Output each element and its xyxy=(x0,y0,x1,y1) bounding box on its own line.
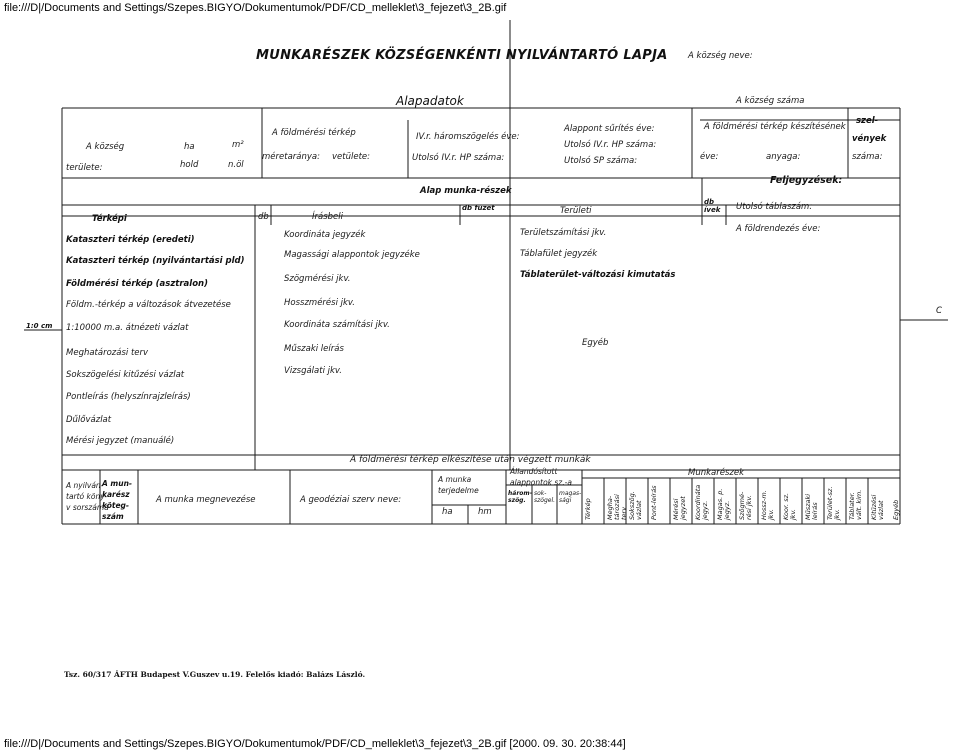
munkareszek-column-label: Térkép xyxy=(584,498,592,520)
szelvenyek-label-1: szel- xyxy=(856,116,879,126)
footer-url: file:///D|/Documents and Settings/Szepes.BIGYO/Dokumentumok/PDF/CD_melleklet\3_fejezet\3_2B.gif [2000. 09. 30. 20:38:44] xyxy=(4,738,626,750)
ha-label: ha xyxy=(184,142,195,152)
terkepi-item: Földm.-térkép a változások átvezetése xyxy=(66,300,231,310)
margin-left-mark: 1:0 cm xyxy=(26,322,53,330)
koteg-col-line: köteg- xyxy=(102,501,130,510)
kozseg-neve-label: A község neve: xyxy=(688,51,753,61)
eve-label: éve: xyxy=(700,152,719,162)
munkareszek-column-label: Hossz-m. jkv. xyxy=(760,490,775,520)
munkareszek-column-label: Műszaki leírás xyxy=(804,493,819,520)
terkepi-db-header: db xyxy=(258,212,269,222)
negyszogol-label: n.öl xyxy=(228,160,244,170)
alap-munkareszek-label: Alap munka-részek xyxy=(420,186,512,196)
alappont-surites-label: Alappont sűrítés éve: xyxy=(564,124,655,134)
nyilv-col-line: A nyilván- xyxy=(66,481,104,490)
munkareszek-column-label: Koor. sz. jkv. xyxy=(782,492,797,520)
margin-right-mark: C xyxy=(936,306,942,316)
szelvenyek-label-2: vények xyxy=(852,134,887,144)
irasbeli-item: Koordináta jegyzék xyxy=(284,230,366,240)
meretaranya-label: méretaránya: xyxy=(262,152,320,162)
munkareszek-header: Munkarészek xyxy=(688,468,745,478)
irasbeli-item: Hosszmérési jkv. xyxy=(284,298,355,308)
nyilv-col-line: tartó köny- xyxy=(66,492,108,501)
munkareszek-column-label: Egyéb xyxy=(892,499,900,520)
vetulete-label: vetülete: xyxy=(332,152,370,162)
munkareszek-column-label: Táblater. vált. kim. xyxy=(848,489,863,520)
allandositott-col-line: alappontok sz.-a xyxy=(510,478,572,487)
allandositott-header xyxy=(510,466,572,488)
terkepi-item: Pontleírás (helyszínrajzleírás) xyxy=(66,392,191,402)
terkepi-item: Dűlővázlat xyxy=(66,415,112,425)
utolso-sp-label: Utolsó SP száma: xyxy=(564,156,638,166)
utolso-ivr-hp-label: Utolsó IV.r. HP száma: xyxy=(412,153,505,163)
munkareszek-column-label: Magas. p. jegyz. xyxy=(716,488,731,520)
terkepi-item: Sokszögelési kitűzési vázlat xyxy=(66,370,185,380)
utolso-tablaszam-label: Utolsó táblaszám: xyxy=(736,202,813,212)
koteg-col-line: szám xyxy=(102,512,124,521)
irasbeli-item: Műszaki leírás xyxy=(284,344,344,354)
alapadatok-heading: Alapadatok xyxy=(396,94,464,108)
koteg-col-line: A mun- xyxy=(102,479,133,488)
munkareszek-column-label: Koordináta jegyz. xyxy=(694,484,709,520)
koteg-col-line: karész xyxy=(102,490,130,499)
terkepi-item: Mérési jegyzet (manuálé) xyxy=(66,436,175,446)
kozseg-terulete-label-2: területe: xyxy=(66,163,103,173)
form-title: MUNKARÉSZEK KÖZSÉGENKÉNTI NYILVÁNTARTÓ LAPJA xyxy=(256,48,668,63)
header-url: file:///D|/Documents and Settings/Szepes.BIGYO/Dokumentumok/PDF/CD_melleklet\3_fejezet\3_2B.gif xyxy=(4,2,507,14)
nyilv-col-line: v sorszáma xyxy=(66,503,109,512)
munka-megnevezese-header: A munka megnevezése xyxy=(156,495,256,505)
egyeb-label: Egyéb xyxy=(582,338,609,348)
foldrendezes-eve-label: A földrendezés éve: xyxy=(736,224,821,234)
haromszogelesi-header: három- szög. xyxy=(508,490,533,504)
munka-terjedelme-header xyxy=(438,474,479,496)
ivr-haromszogeles-label: IV.r. háromszögelés éve: xyxy=(416,132,520,142)
irasbeli-db-header: db füzet xyxy=(462,204,495,212)
m2-label: m² xyxy=(232,140,244,150)
kozseg-szama-label: A község száma xyxy=(736,96,805,106)
terkepi-header: Térképi xyxy=(92,214,127,224)
terkepi-item: Földmérési térkép (asztralon) xyxy=(66,279,208,289)
terkepi-item: Kataszteri térkép (nyilvántartási pld) xyxy=(66,256,245,266)
teruleti-header: Területi xyxy=(560,206,592,216)
munkareszek-column-label: Szögmé-rési jkv. xyxy=(738,491,753,520)
anyaga-label: anyaga: xyxy=(766,152,801,162)
szelvenyek-label-3: száma: xyxy=(852,152,883,162)
terjedelme-col-line: terjedelme xyxy=(438,486,479,495)
magassagi-header: magas- sági xyxy=(559,490,582,504)
irasbeli-header: Írásbeli xyxy=(312,212,343,222)
irasbeli-item: Szögmérési jkv. xyxy=(284,274,351,284)
munkareszek-column-label: Megha-tározási terv xyxy=(606,494,628,520)
terkepi-item: 1:10000 m.a. átnézeti vázlat xyxy=(66,323,189,333)
sokszogelesi-header: sok- szögel. xyxy=(534,490,556,504)
kozseg-terulete-label-1: A község xyxy=(86,142,125,152)
allandositott-col-line: Állandósított xyxy=(510,467,558,476)
munkareszek-column-label: Pont-leírás xyxy=(650,485,658,520)
teruleti-db-header: db ívek xyxy=(704,198,721,214)
irasbeli-item: Magassági alappontok jegyzéke xyxy=(284,250,420,260)
hold-label: hold xyxy=(180,160,199,170)
teruleti-item: Táblaterület-változási kimutatás xyxy=(520,270,676,280)
munkareszek-column-label: Mérési jegyzet xyxy=(672,496,687,520)
utolso-ivr-hp-label-2: Utolsó IV.r. HP száma: xyxy=(564,140,657,150)
irasbeli-item: Koordináta számítási jkv. xyxy=(284,320,390,330)
geodeziai-szerv-header: A geodéziai szerv neve: xyxy=(300,495,402,505)
feljegyzesek-label: Feljegyzések: xyxy=(770,175,843,186)
munkareszek-column-label: Terület-sz. jkv. xyxy=(826,486,841,520)
terjedelme-hm: hm xyxy=(478,507,492,517)
terjedelme-col-line: A munka xyxy=(438,475,472,484)
irasbeli-item: Vizsgálati jkv. xyxy=(284,366,342,376)
teruleti-item: Területszámítási jkv. xyxy=(520,228,607,238)
fm-terkep-label: A földmérési térkép xyxy=(272,128,356,138)
koteg-szam-header xyxy=(102,478,132,522)
terjedelme-ha: ha xyxy=(442,507,453,517)
footer-note: Tsz. 60/317 ÁFTH Budapest V.Guszev u.19. Felelős kiadó: Balázs László. xyxy=(64,670,366,679)
munkareszek-column-label: Sokszög. vázlat xyxy=(628,491,643,520)
fm-keszitesenek-label: A földmérési térkép készítésének xyxy=(704,122,846,132)
munkareszek-column-label: Kitűzési vázlat xyxy=(870,494,885,520)
terkepi-item: Meghatározási terv xyxy=(66,348,149,358)
terkepi-item: Kataszteri térkép (eredeti) xyxy=(66,235,195,245)
bottom-heading: A földmérési térkép elkészítése után végzett munkák xyxy=(350,455,591,465)
teruleti-item: Táblafület jegyzék xyxy=(520,249,598,259)
